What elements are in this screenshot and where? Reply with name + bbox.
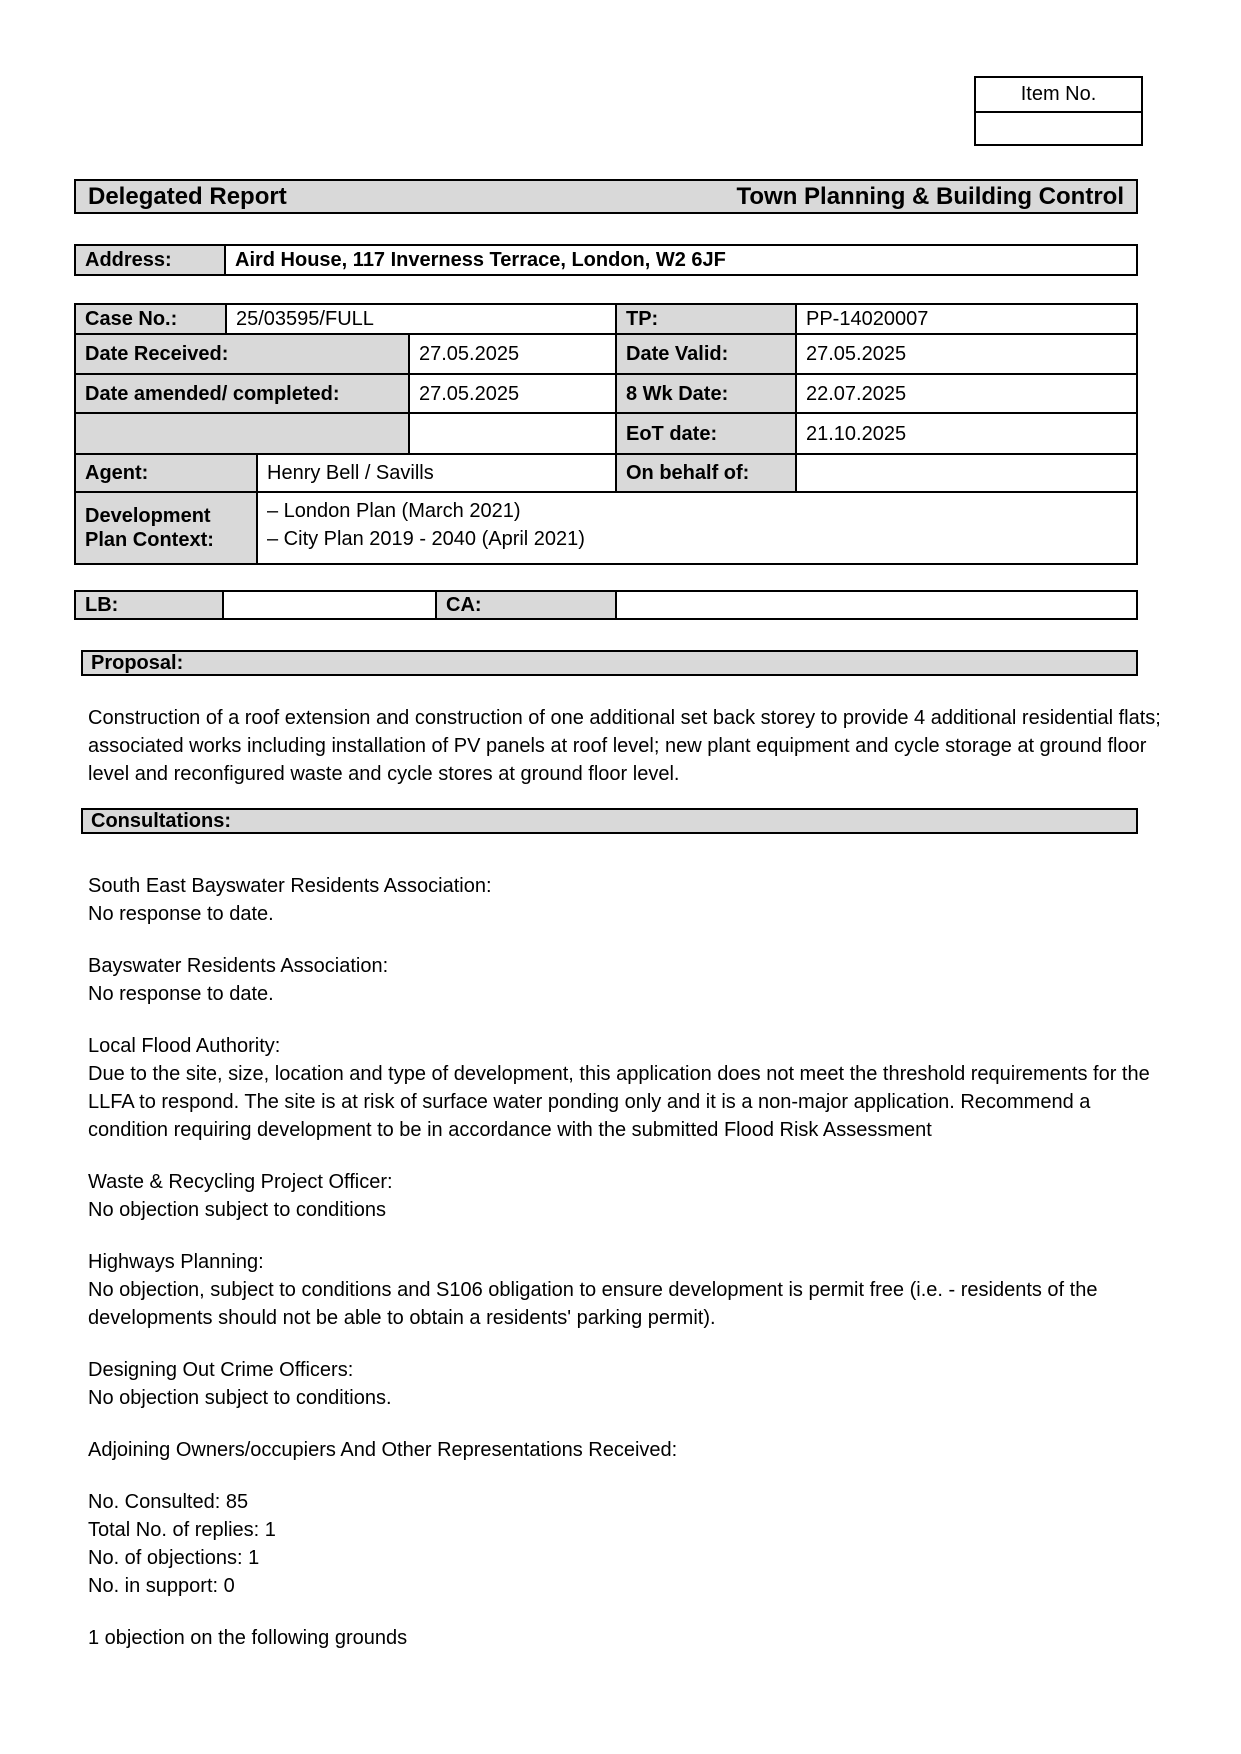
date-received-row	[76, 333, 1136, 373]
consultation-entry	[88, 1168, 1171, 1224]
department-title: Town Planning & Building Control	[736, 182, 1124, 210]
lb-ca-table	[74, 590, 1138, 620]
dev-plan-label: Development Plan Context:	[76, 493, 256, 563]
report-header-bar	[74, 179, 1138, 214]
consultee-title: Highways Planning:	[88, 1251, 264, 1273]
consultee-response: Due to the site, size, location and type of development, this application does not meet the threshold requirements for the LLFA to respond. The site is at risk of surface water ponding only and it is a non-major application. Recommend a condition requiring development to be in accordance with the submitted Flood Risk Assessment	[88, 1063, 1150, 1141]
address-label: Address:	[76, 246, 224, 274]
eight-wk-label: 8 Wk Date:	[615, 375, 795, 412]
on-behalf-value	[795, 455, 1136, 491]
stat-consulted: No. Consulted: 85	[88, 1491, 249, 1513]
tp-value: PP-14020007	[795, 305, 1136, 333]
agent-value: Henry Bell / Savills	[256, 455, 615, 491]
item-no-label: Item No.	[976, 78, 1141, 113]
case-no-value: 25/03595/FULL	[225, 305, 615, 333]
date-amended-row	[76, 373, 1136, 412]
consultee-title: South East Bayswater Residents Association:	[88, 875, 492, 897]
case-no-row	[76, 305, 1136, 333]
date-valid-value: 27.05.2025	[795, 335, 1136, 373]
lb-ca-row	[76, 592, 1136, 618]
address-value: Aird House, 117 Inverness Terrace, London, W2 6JF	[224, 246, 1136, 274]
date-amended-label: Date amended/ completed:	[76, 375, 408, 412]
tp-label: TP:	[615, 305, 795, 333]
consultation-entry	[88, 1032, 1171, 1144]
consultations-heading-bar	[81, 808, 1138, 834]
item-no-value	[976, 113, 1141, 144]
case-no-label: Case No.:	[76, 305, 225, 333]
date-amended-value: 27.05.2025	[408, 375, 615, 412]
dev-plan-row	[76, 491, 1136, 563]
consultee-response: No objection subject to conditions.	[88, 1387, 392, 1409]
blank-value-cell	[408, 414, 615, 453]
stat-replies: Total No. of replies: 1	[88, 1519, 276, 1541]
proposal-heading: Proposal:	[91, 651, 184, 674]
consultation-entry	[88, 952, 1171, 1008]
consultation-entry	[88, 872, 1171, 928]
representations-title: Adjoining Owners/occupiers And Other Representations Received:	[88, 1439, 678, 1461]
ca-label: CA:	[435, 592, 615, 618]
consultee-response: No response to date.	[88, 903, 274, 925]
dev-plan-value	[256, 493, 1136, 563]
consultations-heading: Consultations:	[91, 809, 231, 832]
eot-value: 21.10.2025	[795, 414, 1136, 453]
objection-grounds-intro: 1 objection on the following grounds	[88, 1627, 408, 1649]
proposal-heading-bar	[81, 650, 1138, 676]
date-valid-label: Date Valid:	[615, 335, 795, 373]
address-row	[76, 246, 1136, 274]
consultee-title: Bayswater Residents Association:	[88, 955, 389, 977]
consultations-content	[88, 872, 1171, 1652]
agent-label: Agent:	[76, 455, 256, 491]
item-no-box	[974, 76, 1143, 146]
agent-row	[76, 453, 1136, 491]
date-received-label: Date Received:	[76, 335, 408, 373]
consultee-response: No response to date.	[88, 983, 274, 1005]
dev-plan-line-1: – London Plan (March 2021)	[267, 500, 521, 522]
ca-value	[615, 592, 1136, 618]
consultee-title: Waste & Recycling Project Officer:	[88, 1171, 393, 1193]
consultee-response: No objection, subject to conditions and S106 obligation to ensure development is permit free (i.e. - residents of the developments should not be able to obtain a residents' parking permit).	[88, 1279, 1098, 1329]
stat-objections: No. of objections: 1	[88, 1547, 260, 1569]
consultee-response: No objection subject to conditions	[88, 1199, 386, 1221]
representation-stats	[88, 1488, 1171, 1600]
on-behalf-label: On behalf of:	[615, 455, 795, 491]
consultee-title: Designing Out Crime Officers:	[88, 1359, 354, 1381]
consultation-entry	[88, 1248, 1171, 1332]
dev-plan-line-2: – City Plan 2019 - 2040 (April 2021)	[267, 528, 585, 550]
report-title: Delegated Report	[88, 182, 287, 210]
case-table	[74, 303, 1138, 565]
blank-label-cell	[76, 414, 408, 453]
proposal-text: Construction of a roof extension and construction of one additional set back storey to provide 4 additional residential flats; associated works including installation of PV panels at roof level; new plant equipment and cycle storage at ground floor level and reconfigured waste and cycle stores at ground floor level.	[88, 707, 1161, 785]
stat-support: No. in support: 0	[88, 1575, 235, 1597]
eight-wk-value: 22.07.2025	[795, 375, 1136, 412]
lb-label: LB:	[76, 592, 222, 618]
date-received-value: 27.05.2025	[408, 335, 615, 373]
address-table	[74, 244, 1138, 276]
consultation-entry	[88, 1356, 1171, 1412]
eot-row	[76, 412, 1136, 453]
lb-value	[222, 592, 435, 618]
eot-label: EoT date:	[615, 414, 795, 453]
consultee-title: Local Flood Authority:	[88, 1035, 281, 1057]
